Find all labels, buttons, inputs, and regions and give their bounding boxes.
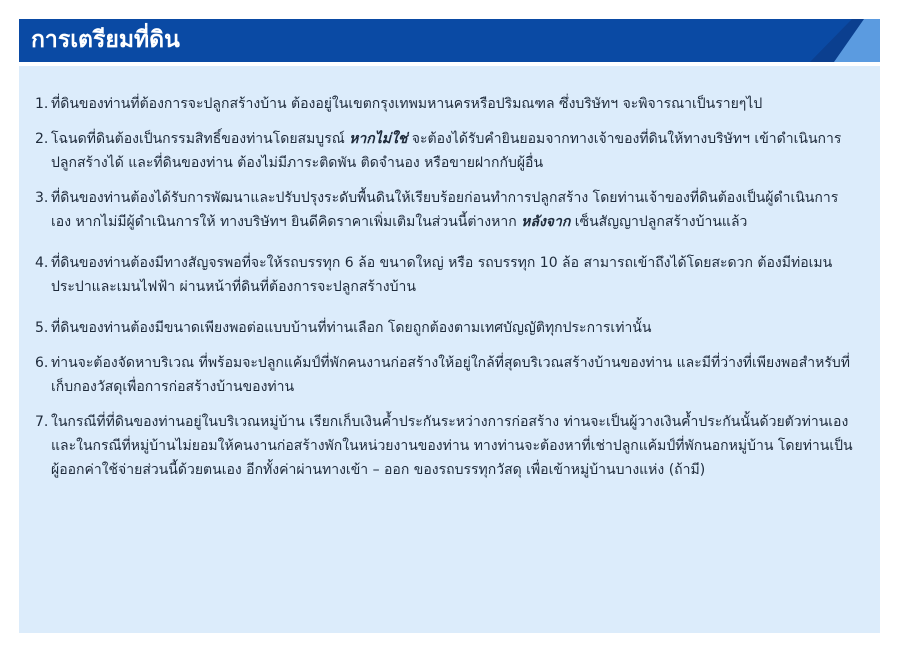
item-emphasis: หากไม่ใช่ — [349, 131, 408, 147]
item-text: ที่ดินของท่านต้องได้รับการพัฒนาและปรับปรุงระดับพื้นดินให้เรียบร้อยก่อนทำการปลูกสร้าง โดยท่านเจ้าของที่ดินต้องเป็นผู้ดำเนินการเอง หากไม่มีผู้ดำเนินการให้ ทางบริษัทฯ ยินดีคิดราคาเพิ่มเติมในส่วนนี้ต่างหาก — [51, 190, 839, 230]
item-number: 5. — [35, 320, 49, 336]
item-text: ที่ดินของท่านต้องมีทางสัญจรพอที่จะให้รถบรรทุก 6 ล้อ ขนาดใหญ่ หรือ รถบรรทุก 10 ล้อ สามารถเข้าถึงได้โดยสะดวก ต้องมีท่อเมนประปาและเมนไฟฟ้า ผ่านหน้าที่ดินที่ต้องการจะปลูกสร้างบ้าน — [51, 255, 833, 295]
requirements-list — [35, 92, 855, 482]
item-text-continued: จะต้องได้รับคำยินยอมจากทางเจ้าของที่ดินให้ทางบริษัทฯ เข้าดำเนินการปลูกสร้างได้ และที่ดินของท่าน ต้องไม่มีภาระติดพัน ติดจำนอง หรือขายฝากกับผู้อื่น — [51, 131, 842, 171]
item-number: 3. — [35, 190, 49, 206]
list-item — [35, 316, 855, 340]
item-text-continued: เซ็นสัญญาปลูกสร้างบ้านแล้ว — [570, 214, 748, 230]
item-text: ท่านจะต้องจัดหาบริเวณ ที่พร้อมจะปลูกแค้มป์ที่พักคนงานก่อสร้างให้อยู่ใกล้ที่สุดบริเวณสร้างบ้านของท่าน และมีที่ว่างที่เพียงพอสำหรับที่เก็บกองวัสดุเพื่อการก่อสร้างบ้านของท่าน — [51, 355, 850, 395]
item-text: โฉนดที่ดินต้องเป็นกรรมสิทธิ์ของท่านโดยสมบูรณ์ — [51, 131, 350, 147]
section-header — [19, 19, 880, 62]
list-item — [35, 92, 855, 116]
section-title: การเตรียมที่ดิน — [31, 27, 180, 53]
list-item — [35, 351, 855, 399]
list-item — [35, 186, 855, 234]
list-item — [35, 251, 855, 299]
item-number: 2. — [35, 131, 49, 147]
item-text: ที่ดินของท่านที่ต้องการจะปลูกสร้างบ้าน ต้องอยู่ในเขตกรุงเทพมหานครหรือปริมณฑล ซึ่งบริษัทฯ จะพิจารณาเป็นรายๆไป — [51, 96, 763, 112]
item-text: ที่ดินของท่านต้องมีขนาดเพียงพอต่อแบบบ้านที่ท่านเลือก โดยถูกต้องตามเทศบัญญัติทุกประการเท่านั้น — [51, 320, 652, 336]
list-item — [35, 127, 855, 175]
content-panel — [19, 66, 880, 633]
item-number: 6. — [35, 355, 49, 371]
item-number: 4. — [35, 255, 49, 271]
list-item — [35, 410, 855, 482]
header-accent-decoration — [806, 19, 880, 62]
item-text: ในกรณีที่ที่ดินของท่านอยู่ในบริเวณหมู่บ้าน เรียกเก็บเงินค้ำประกันระหว่างการก่อสร้าง ท่านจะเป็นผู้วางเงินค้ำประกันนั้นด้วยตัวท่านเอง และในกรณีที่หมู่บ้านไม่ยอมให้คนงานก่อสร้างพักในหน่วยงานของท่าน ทางท่านจะต้องหาที่เช่าปลูกแค้มป์ที่พักนอกหมู่บ้าน โดยท่านเป็นผู้ออกค่าใช้จ่ายส่วนนี้ด้วยตนเอง อีกทั้งค่าผ่านทางเข้า – ออก ของรถบรรทุกวัสดุ เพื่อเข้าหมู่บ้านบางแห่ง (ถ้ามี) — [51, 414, 853, 478]
item-number: 7. — [35, 414, 49, 430]
item-emphasis: หลังจาก — [521, 214, 571, 230]
item-number: 1. — [35, 96, 49, 112]
